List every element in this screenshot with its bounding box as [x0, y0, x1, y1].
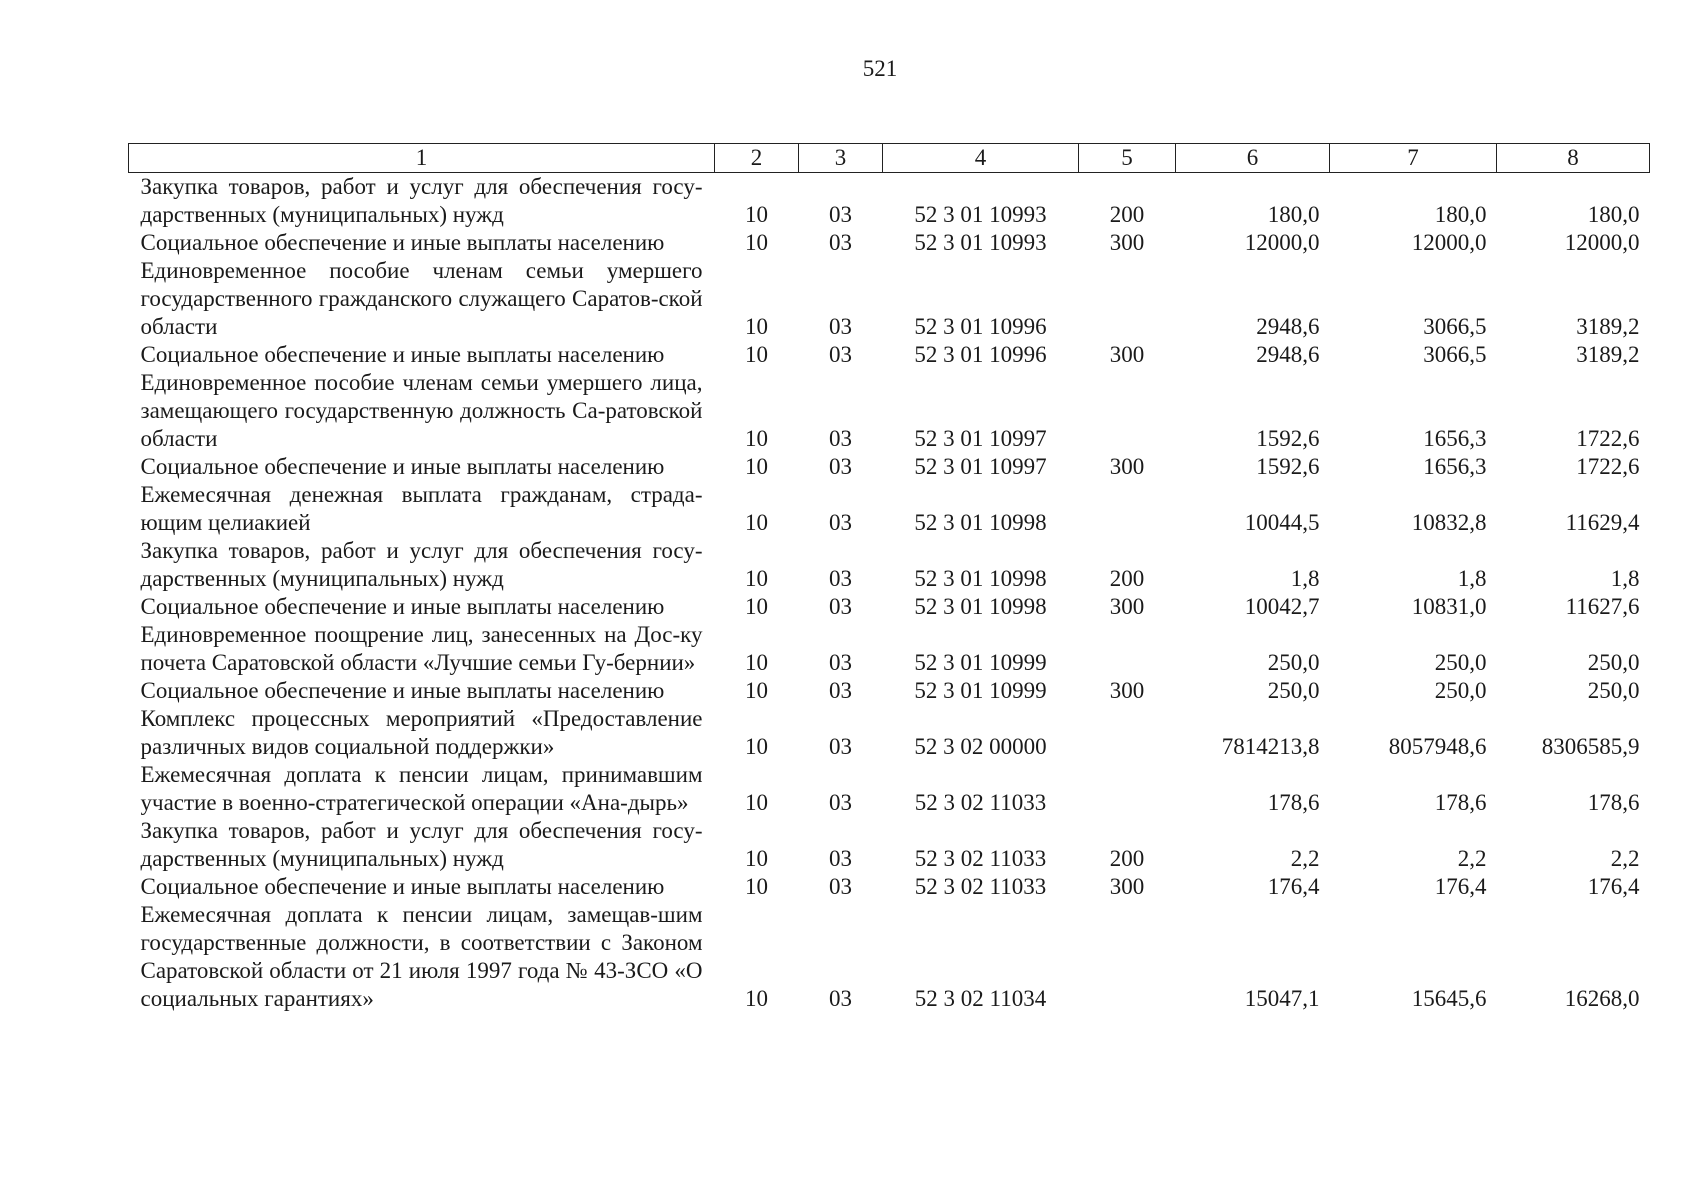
row-expense-type [1079, 621, 1176, 677]
row-expense-type [1079, 705, 1176, 761]
row-value-col8: 178,6 [1587, 790, 1640, 815]
row-value-col6: 1592,6 [1256, 454, 1320, 479]
row-section: 10 [745, 454, 768, 479]
row-description: Социальное обеспечение и иные выплаты населению [140, 594, 665, 619]
row-target-code: 52 3 01 10998 [914, 510, 1047, 535]
row-section: 10 [745, 594, 768, 619]
table-row [129, 453, 1650, 481]
row-value-col7: 176,4 [1434, 874, 1487, 899]
row-expense-type: 200 [1109, 566, 1145, 591]
row-section: 10 [745, 510, 768, 535]
row-description: Закупка товаров, работ и услуг для обеспечения госу-дарственных (муниципальных) нужд [140, 174, 703, 227]
row-value-col8: 3189,2 [1576, 314, 1640, 339]
row-value-col8: 12000,0 [1564, 230, 1640, 255]
row-value-col8: 1722,6 [1576, 426, 1640, 451]
row-value-col7: 15645,6 [1411, 986, 1487, 1011]
header-col-1: 1 [129, 144, 715, 173]
row-section: 10 [745, 426, 768, 451]
row-value-col6: 176,4 [1267, 874, 1320, 899]
row-target-code: 52 3 01 10997 [914, 454, 1047, 479]
row-section: 10 [745, 874, 768, 899]
row-target-code: 52 3 01 10999 [914, 650, 1047, 675]
row-target-code: 52 3 01 10996 [914, 342, 1047, 367]
row-subsection: 03 [829, 734, 852, 759]
row-section: 10 [745, 678, 768, 703]
row-description: Комплекс процессных мероприятий «Предоставление различных видов социальной поддержки» [140, 706, 703, 759]
row-target-code: 52 3 01 10998 [914, 594, 1047, 619]
row-value-col7: 3066,5 [1423, 314, 1487, 339]
row-target-code: 52 3 01 10999 [914, 678, 1047, 703]
row-subsection: 03 [829, 230, 852, 255]
row-description: Закупка товаров, работ и услуг для обеспечения госу-дарственных (муниципальных) нужд [140, 818, 703, 871]
table-row [129, 369, 1650, 453]
table-row [129, 873, 1650, 901]
row-description: Социальное обеспечение и иные выплаты населению [140, 874, 665, 899]
table-row [129, 593, 1650, 621]
row-subsection: 03 [829, 846, 852, 871]
row-subsection: 03 [829, 790, 852, 815]
table-body [129, 173, 1650, 1014]
header-row [129, 144, 1650, 173]
row-subsection: 03 [829, 454, 852, 479]
table-row [129, 173, 1650, 230]
row-value-col7: 3066,5 [1423, 342, 1487, 367]
row-value-col8: 176,4 [1587, 874, 1640, 899]
row-value-col6: 250,0 [1267, 650, 1320, 675]
table-row [129, 229, 1650, 257]
row-section: 10 [745, 566, 768, 591]
row-value-col8: 1722,6 [1576, 454, 1640, 479]
row-expense-type [1079, 481, 1176, 537]
row-target-code: 52 3 01 10993 [914, 202, 1047, 227]
row-expense-type [1079, 761, 1176, 817]
row-expense-type: 300 [1109, 874, 1145, 899]
row-value-col8: 250,0 [1587, 650, 1640, 675]
table-row [129, 537, 1650, 593]
row-subsection: 03 [829, 874, 852, 899]
row-value-col7: 8057948,6 [1388, 734, 1487, 759]
table-row [129, 341, 1650, 369]
row-target-code: 52 3 02 11033 [914, 846, 1047, 871]
row-value-col8: 180,0 [1587, 202, 1640, 227]
row-expense-type: 200 [1109, 846, 1145, 871]
header-col-7: 7 [1330, 144, 1497, 173]
row-value-col7: 178,6 [1434, 790, 1487, 815]
row-target-code: 52 3 02 11033 [914, 874, 1047, 899]
table-row [129, 901, 1650, 1013]
row-value-col6: 10042,7 [1244, 594, 1320, 619]
row-description: Ежемесячная доплата к пенсии лицам, принимавшим участие в военно-стратегической операции «Ана-дырь» [140, 762, 703, 815]
row-expense-type: 200 [1109, 202, 1145, 227]
row-expense-type: 300 [1109, 342, 1145, 367]
row-section: 10 [745, 790, 768, 815]
row-section: 10 [745, 650, 768, 675]
row-expense-type [1079, 257, 1176, 341]
row-value-col8: 11629,4 [1565, 510, 1640, 535]
row-value-col7: 1656,3 [1423, 426, 1487, 451]
row-value-col8: 11627,6 [1565, 594, 1640, 619]
row-section: 10 [745, 202, 768, 227]
row-subsection: 03 [829, 510, 852, 535]
row-expense-type [1079, 369, 1176, 453]
row-value-col7: 250,0 [1434, 650, 1487, 675]
row-value-col8: 16268,0 [1564, 986, 1640, 1011]
row-value-col8: 3189,2 [1576, 342, 1640, 367]
row-description: Ежемесячная доплата к пенсии лицам, замещав-шим государственные должности, в соответствии с Законом Саратовской области от 21 июля 1997 года № 43-ЗСО «О социальных гарантиях» [140, 902, 703, 1011]
row-subsection: 03 [829, 314, 852, 339]
row-expense-type: 300 [1109, 594, 1145, 619]
row-description: Единовременное пособие членам семьи умершего государственного гражданского служащего Саратов-ской области [140, 258, 703, 339]
row-description: Социальное обеспечение и иные выплаты населению [140, 678, 665, 703]
row-value-col6: 180,0 [1267, 202, 1320, 227]
row-value-col7: 250,0 [1434, 678, 1487, 703]
header-col-3: 3 [799, 144, 883, 173]
row-value-col6: 2948,6 [1256, 314, 1320, 339]
row-description: Социальное обеспечение и иные выплаты населению [140, 454, 665, 479]
row-section: 10 [745, 314, 768, 339]
row-value-col6: 7814213,8 [1221, 734, 1320, 759]
row-description: Социальное обеспечение и иные выплаты населению [140, 342, 665, 367]
row-value-col6: 250,0 [1267, 678, 1320, 703]
row-subsection: 03 [829, 678, 852, 703]
budget-table [128, 143, 1650, 1013]
row-target-code: 52 3 02 11034 [914, 986, 1047, 1011]
row-target-code: 52 3 01 10996 [914, 314, 1047, 339]
row-description: Закупка товаров, работ и услуг для обеспечения госу-дарственных (муниципальных) нужд [140, 538, 703, 591]
row-target-code: 52 3 02 11033 [914, 790, 1047, 815]
row-value-col6: 15047,1 [1244, 986, 1320, 1011]
row-section: 10 [745, 986, 768, 1011]
row-description: Социальное обеспечение и иные выплаты населению [140, 230, 665, 255]
row-target-code: 52 3 01 10998 [914, 566, 1047, 591]
table-row [129, 705, 1650, 761]
row-value-col8: 1,8 [1610, 566, 1640, 591]
row-value-col7: 12000,0 [1411, 230, 1487, 255]
row-value-col7: 1,8 [1457, 566, 1487, 591]
row-value-col6: 1,8 [1290, 566, 1320, 591]
row-subsection: 03 [829, 202, 852, 227]
row-subsection: 03 [829, 342, 852, 367]
table-row [129, 677, 1650, 705]
row-subsection: 03 [829, 566, 852, 591]
row-value-col7: 2,2 [1457, 846, 1487, 871]
row-subsection: 03 [829, 594, 852, 619]
table-row [129, 761, 1650, 817]
row-value-col6: 12000,0 [1244, 230, 1320, 255]
table-header [129, 144, 1650, 173]
row-subsection: 03 [829, 986, 852, 1011]
header-col-2: 2 [715, 144, 799, 173]
row-section: 10 [745, 846, 768, 871]
table-row [129, 481, 1650, 537]
table-row [129, 621, 1650, 677]
row-target-code: 52 3 01 10997 [914, 426, 1047, 451]
row-description: Ежемесячная денежная выплата гражданам, страда-ющим целиакией [140, 482, 703, 535]
page-number: 521 [862, 56, 898, 81]
row-subsection: 03 [829, 650, 852, 675]
header-col-6: 6 [1176, 144, 1330, 173]
row-value-col6: 2,2 [1290, 846, 1320, 871]
row-value-col7: 1656,3 [1423, 454, 1487, 479]
row-description: Единовременное пособие членам семьи умершего лица, замещающего государственную должность Са-ратовской области [140, 370, 703, 451]
row-value-col7: 10831,0 [1411, 594, 1487, 619]
table-row [129, 257, 1650, 341]
row-value-col8: 250,0 [1587, 678, 1640, 703]
row-value-col6: 178,6 [1267, 790, 1320, 815]
header-col-4: 4 [883, 144, 1079, 173]
row-expense-type: 300 [1109, 454, 1145, 479]
row-expense-type: 300 [1109, 230, 1145, 255]
row-section: 10 [745, 230, 768, 255]
header-col-8: 8 [1497, 144, 1650, 173]
row-value-col7: 180,0 [1434, 202, 1487, 227]
header-col-5: 5 [1079, 144, 1176, 173]
row-subsection: 03 [829, 426, 852, 451]
row-expense-type [1079, 901, 1176, 1013]
row-value-col8: 2,2 [1610, 846, 1640, 871]
row-section: 10 [745, 734, 768, 759]
row-description: Единовременное поощрение лиц, занесенных на Дос-ку почета Саратовской области «Лучшие семьи Гу-бернии» [140, 622, 703, 675]
row-section: 10 [745, 342, 768, 367]
row-value-col6: 10044,5 [1244, 510, 1320, 535]
table-row [129, 817, 1650, 873]
row-expense-type: 300 [1109, 678, 1145, 703]
row-target-code: 52 3 01 10993 [914, 230, 1047, 255]
row-value-col8: 8306585,9 [1541, 734, 1640, 759]
row-value-col6: 1592,6 [1256, 426, 1320, 451]
row-value-col7: 10832,8 [1411, 510, 1487, 535]
row-target-code: 52 3 02 00000 [914, 734, 1047, 759]
row-value-col6: 2948,6 [1256, 342, 1320, 367]
